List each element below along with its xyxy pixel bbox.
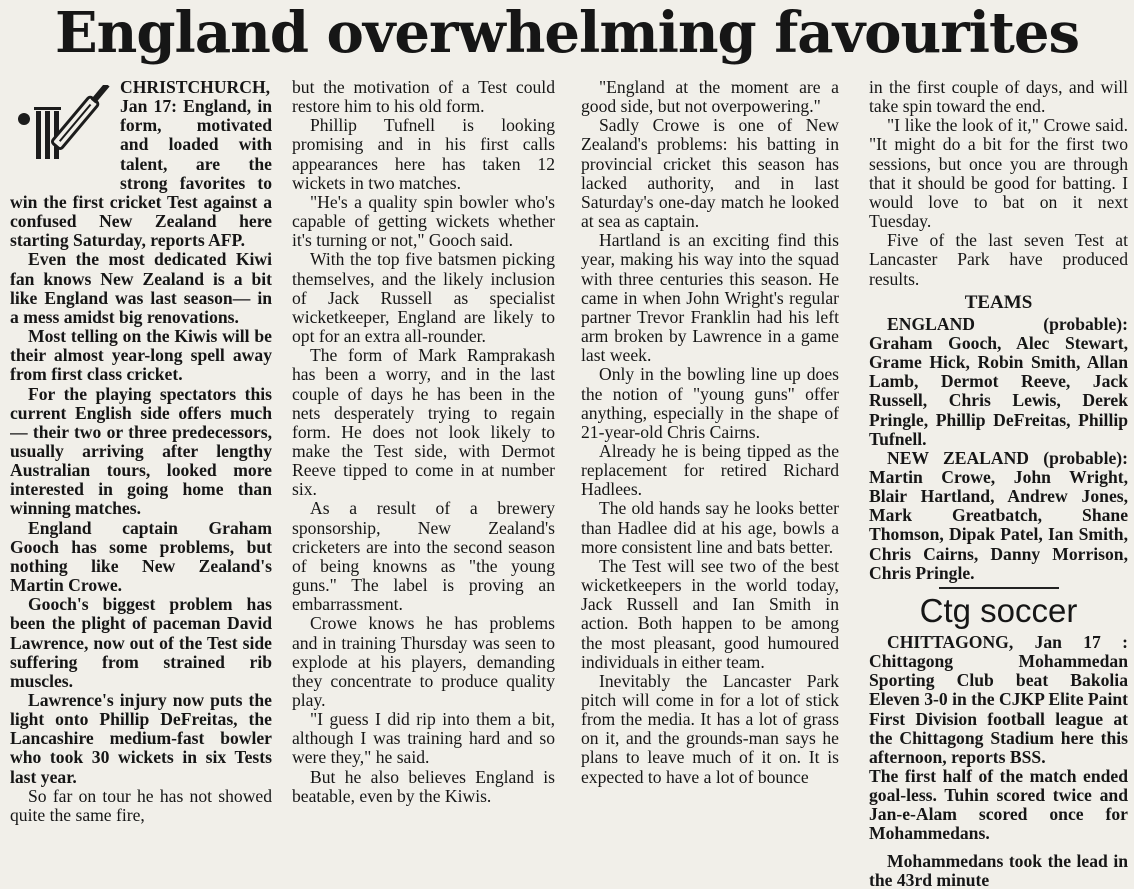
article-paragraph: So far on tour he has not showed quite the same fire, — [10, 785, 272, 825]
article-paragraph: Lawrence's injury now puts the light onto Phillip DeFreitas, the Lancashire medium-fast bowler who took 30 wickets in six Tests last year. — [10, 690, 272, 787]
article-paragraph: Only in the bowling line up does the notion of "young guns" offer anything, especially in the shape of 21-year-old Chris Cairns. — [581, 364, 839, 442]
article-paragraph: Inevitably the Lancaster Park pitch will come in for a lot of stick from the media. It has a lot of grass on it, and the grounds-man says he plans to leave much of it on. It is expected to have a lot of bounce — [581, 670, 839, 787]
article-paragraph: Phillip Tufnell is looking promising and in his first calls appearances here has taken 12 wickets in two matches. — [292, 115, 555, 193]
article-paragraph: The old hands say he looks better than Hadlee did at his age, bowls a more consistent line and bats better. — [581, 498, 839, 557]
soccer-heading: Ctg soccer — [919, 591, 1078, 629]
article-paragraph: in the first couple of days, and will take spin toward the end. — [869, 78, 1128, 117]
section-divider — [939, 587, 1059, 589]
article-paragraph: "I guess I did rip into them a bit, although I was training hard and so were they," he said. — [292, 709, 555, 768]
england-team-list: ENGLAND (probable): Graham Gooch, Alec Stewart, Grame Hick, Robin Smith, Allan Lamb, Dermot Reeve, Jack Russell, Chris Lewis, Derek Pringle, Phillip DeFreitas, Phillip Tufnell. — [869, 313, 1128, 449]
article-paragraph: Crowe knows he has problems and in training Thursday was seen to explode at his players, demanding they concentrate to produce quality play. — [292, 613, 555, 710]
article-paragraph: Even the most dedicated Kiwi fan knows New Zealand is a bit like England was last season— in a mess amidst big renovations. — [10, 249, 272, 327]
teams-heading: TEAMS — [964, 291, 1033, 313]
article-paragraph: Hartland is an exciting find this year, making his way into the squad with three centuries this season. He came in when John Wright's regular partner Trevor Franklin had his left arm broken by Lawrence in a game last week. — [581, 230, 839, 366]
article-paragraph: Five of the last seven Test at Lancaster Park have produced results. — [869, 230, 1128, 289]
article-paragraph: As a result of a brewery sponsorship, New Zealand's cricketers are into the second season of being knowns as "the young guns." The label is proving an embarrassment. — [292, 498, 555, 615]
article-paragraph: Sadly Crowe is one of New Zealand's problems: his batting in provincial cricket this season has lacked authority, and in last Saturday's one-day match he looked at sea as captain. — [581, 115, 839, 232]
article-paragraph: The Test will see two of the best wicketkeepers in the world today, Jack Russell and Ian Smith in action. Both happen to be among the most pleasant, good humoured individuals in either team. — [581, 555, 839, 672]
article-paragraph: "I like the look of it," Crowe said. "It might do a bit for the first two sessions, but once you are through that it should be good for batting. I would love to bat on it next Tuesday. — [869, 115, 1128, 232]
article-paragraph: Gooch's biggest problem has been the plight of paceman David Lawrence, now out of the Test side suffering from strained rib muscles. — [10, 594, 272, 691]
new-zealand-team-list: NEW ZEALAND (probable): Martin Crowe, John Wright, Blair Hartland, Andrew Jones, Mark Greatbatch, Shane Thomson, Dipak Patel, Ian Smith, Chris Cairns, Danny Morrison, Chris Pringle. — [869, 447, 1128, 583]
soccer-paragraph: The first half of the match ended goal-less. Tuhin scored twice and Jan-e-Alam scored once for Mohammedans. — [869, 766, 1128, 844]
column-1 — [10, 78, 272, 889]
soccer-lead: CHITTAGONG, Jan 17 : Chittagong Mohammedan Sporting Club beat Bakolia Eleven 3-0 in the CJKP Elite Paint First Division football league at the Chittagong Stadium here this afternoon, reports BSS. — [869, 631, 1128, 767]
article-paragraph: Already he is being tipped as the replacement for retired Richard Hadlees. — [581, 440, 839, 500]
article-paragraph: but the motivation of a Test could restore him to his old form. — [292, 78, 555, 117]
column-2 — [292, 78, 555, 889]
soccer-paragraph: Mohammedans took the lead in the 43rd minute — [869, 850, 1128, 889]
headline: England overwhelming favourites — [54, 0, 1079, 66]
column-4 — [869, 78, 1128, 889]
article-paragraph: "England at the moment are a good side, but not overpowering." — [581, 78, 839, 117]
cricket-icon — [10, 78, 114, 178]
article-lead: CHRISTCHURCH, Jan 17: England, in form, motivated and loaded with talent, are the strong favorites to win the first cricket Test against a confused New Zealand here starting Saturday, reports AFP. — [10, 78, 272, 251]
article-paragraph: But he also believes England is beatable, even by the Kiwis. — [292, 766, 555, 806]
article-paragraph: With the top five batsmen picking themselves, and the likely inclusion of Jack Russell as specialist wicketkeeper, England are likely to opt for an extra all-rounder. — [292, 249, 555, 347]
article-paragraph: England captain Graham Gooch has some problems, but nothing like New Zealand's Martin Crowe. — [10, 517, 272, 596]
column-3 — [581, 78, 839, 889]
article-paragraph: For the playing spectators this current English side offers much — their two or three predecessors, usually arriving after lengthy Australian tours, looked more interested in going home than winning matches. — [10, 383, 272, 519]
article-paragraph: The form of Mark Ramprakash has been a worry, and in the last couple of days he has been in the nets desperately trying to regain form. He does not look likely to make the Test side, with Dermot Reeve tipped to come in at number six. — [292, 345, 555, 500]
article-paragraph: "He's a quality spin bowler who's capable of getting wickets whether it's turning or not," Gooch said. — [292, 191, 555, 251]
article-paragraph: Most telling on the Kiwis will be their almost year-long spell away from first class cricket. — [10, 326, 272, 385]
